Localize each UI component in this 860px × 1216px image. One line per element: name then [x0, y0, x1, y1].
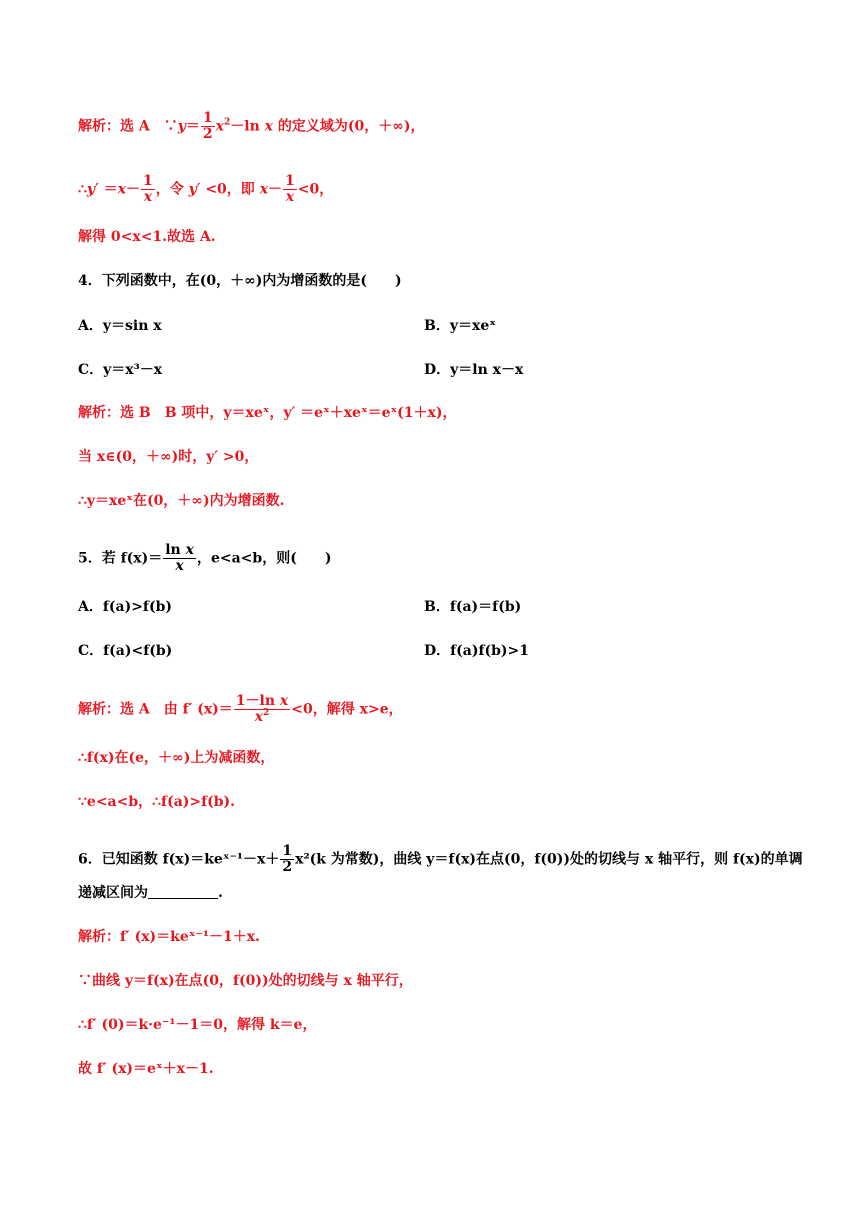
q3-solution-line-3: 解得 0<x<1.故选 A. [78, 229, 216, 245]
q5-option-b: B．f(a)＝f(b) [424, 599, 522, 615]
q3-solution-line-2: ∴y′ ＝x－ $\frac{1}{x}$ ，令 y′ <0，即 x－ $\frac{1}{x}$ <0， [78, 173, 334, 205]
q5-solution-line-1: 解析：选 A 由 f′ (x)＝ $\frac{\text{1－ln x}}{x^2}$ <0，解得 x>e， [78, 693, 403, 725]
q4-option-d: D．y＝ln x－x [424, 362, 524, 378]
q4-option-b: B．y＝xeˣ [424, 318, 496, 334]
q3-solution-line-1: 解析：选 A ∵y＝ $\frac{1}{2}$ $x^2-\ln$ x 的定义域为(0，＋∞)， [78, 110, 425, 142]
q5-solution-line-3: ∵e<a<b，∴f(a)>f(b). [78, 794, 236, 810]
q6-solution-line-1: 解析：f′ (x)＝keˣ⁻¹－1＋x. [78, 929, 260, 945]
q6-stem-line-1: 6．已知函数 f(x)＝keˣ⁻¹－x＋ $\frac{1}{2}$ x²(k 为常数)，曲线 y＝f(x)在点(0，f(0))处的切线与 x 轴平行，则 f(x)的单调 [78, 843, 803, 875]
q5-stem: 5．若 f(x)＝ $\frac{\text{ln x}}{x}$ ，e<a<b，则( ) [78, 542, 332, 574]
q5-solution-line-2: ∴f(x)在(e，＋∞)上为减函数， [78, 750, 275, 766]
q6-solution-line-2: ∵曲线 y＝f(x)在点(0，f(0))处的切线与 x 轴平行， [78, 973, 413, 989]
q4-option-a: A．y＝sin x [78, 318, 162, 334]
q4-solution-line-3: ∴y＝xeˣ在(0，＋∞)内为增函数. [78, 493, 285, 509]
q4-solution-line-1: 解析：选 B B 项中，y＝xeˣ，y′ ＝eˣ＋xeˣ＝eˣ(1＋x)， [78, 405, 457, 421]
q4-stem: 4．下列函数中，在(0，＋∞)内为增函数的是( ) [78, 273, 402, 289]
q5-option-d: D．f(a)f(b)>1 [424, 643, 530, 659]
answer-blank [148, 884, 218, 899]
q6-solution-line-4: 故 f′ (x)＝eˣ＋x－1. [78, 1061, 214, 1077]
q4-option-c: C．y＝x³－x [78, 362, 163, 378]
q5-option-a: A．f(a)>f(b) [78, 599, 172, 615]
q5-option-c: C．f(a)<f(b) [78, 643, 173, 659]
q4-solution-line-2: 当 x∈(0，＋∞)时，y′ >0， [78, 449, 259, 465]
q6-solution-line-3: ∴f′ (0)＝k·e⁻¹－1＝0，解得 k＝e， [78, 1017, 317, 1033]
q6-stem-line-2: 递减区间为 . [78, 885, 223, 901]
